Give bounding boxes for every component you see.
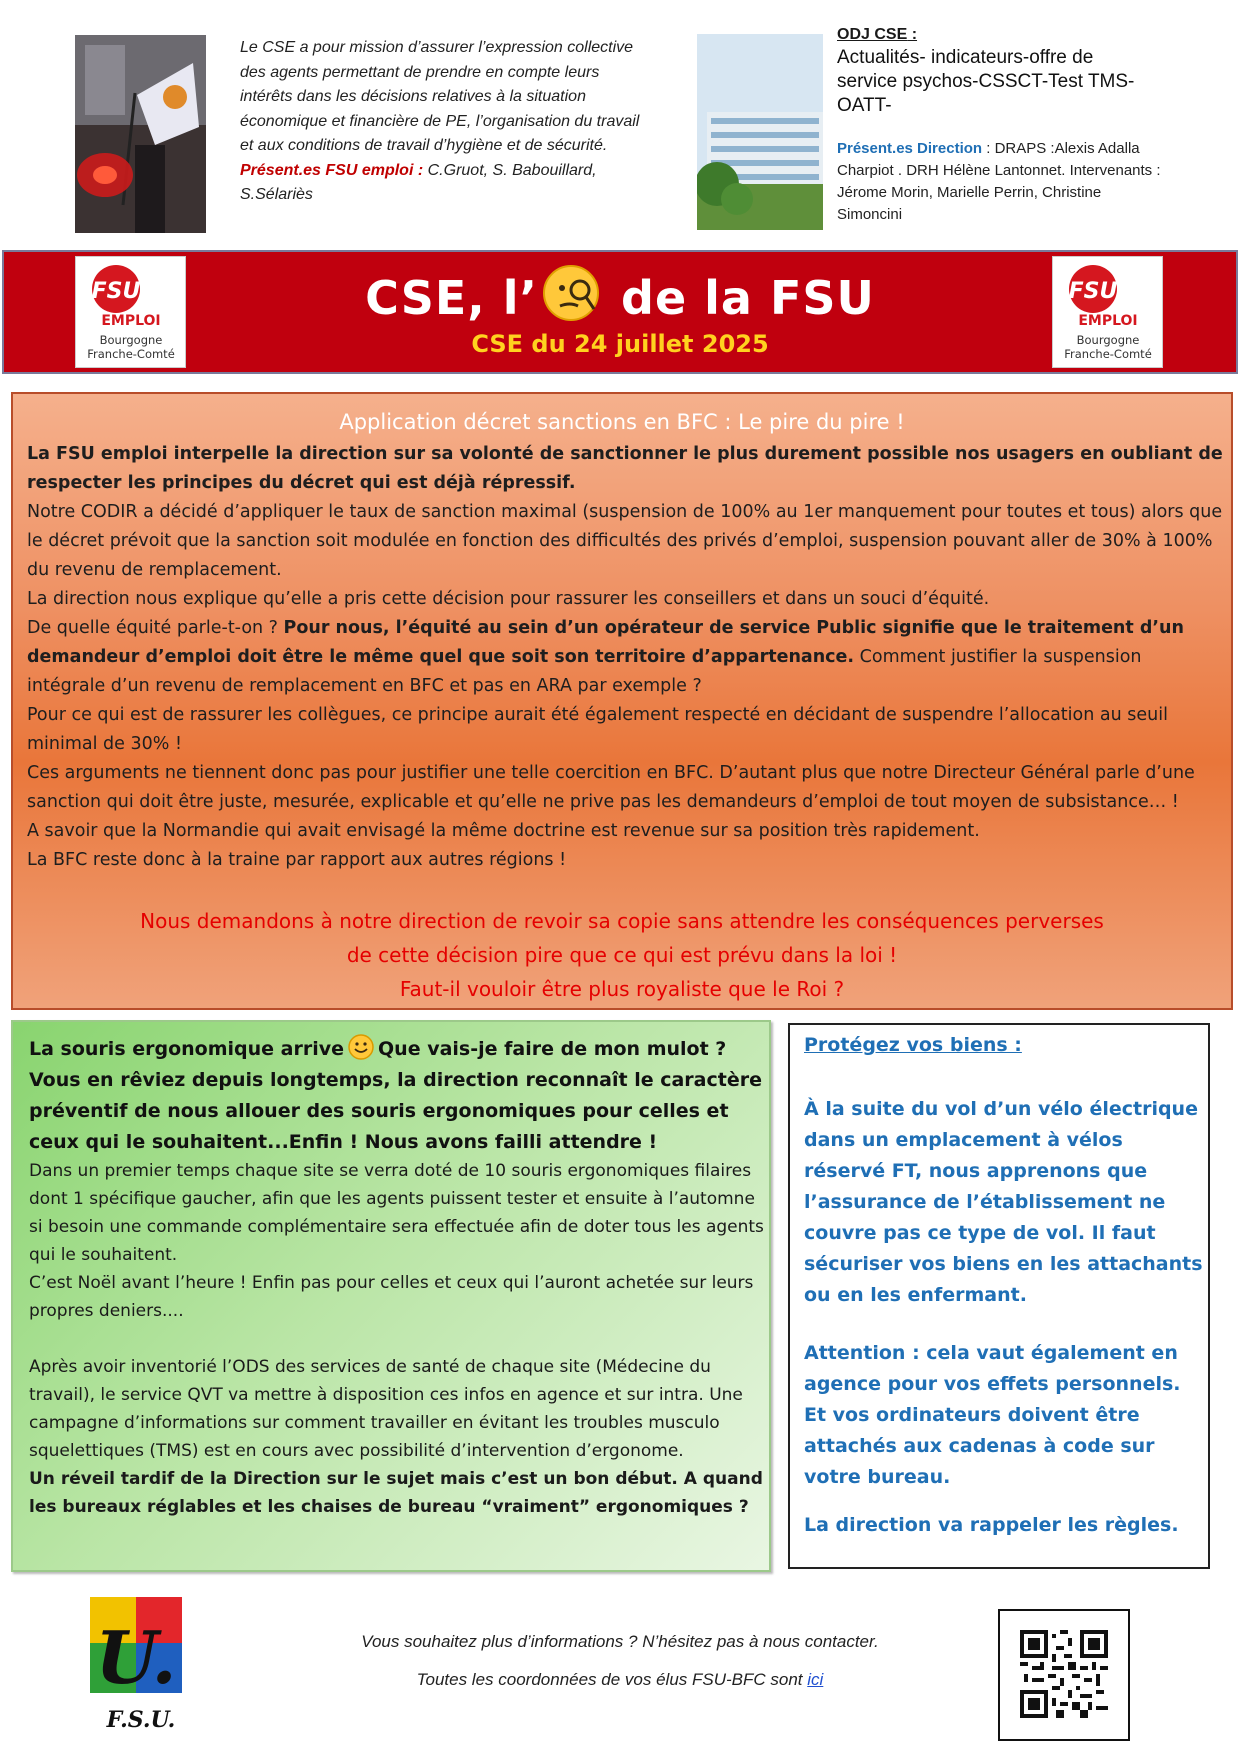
cse-mission-text: Le CSE a pour mission d’assurer l’expression collective des agents permettant de prendre en compte leurs intérêts dans les décisions relatives à la situation économique et financière de PE, l’organisation du travail et aux conditions de travail d’hygiène et de sécurité. Présent.es FSU emploi : C.Gruot, S. Babouillard, S.Sélariès [240,39,640,203]
direction-attendees: Présent.es Direction : DRAPS :Alexis Adalla Charpiot . DRH Hélène Lantonnet. Intervenants : Jérome Morin, Marielle Perrin, Christine Simoncini [837,140,1161,223]
cse-date: CSE du 24 juillet 2025 [471,330,769,358]
ergonomic-mouse-body [29,1157,764,1521]
qr-code[interactable] [1020,1630,1108,1718]
mouse-paragraph: Après avoir inventorié l’ODS des services de santé de chaque site (Médecine du travail), le service QVT va mettre à disposition ces infos en agence et sur intra. Une campagne d’informations sur comment travailler en évitant les troubles musculo squelettiques (TMS) est en cours avec possibilité d’intervention d’ergonome. [29,1357,743,1461]
sanctions-paragraph: Notre CODIR a décidé d’appliquer le taux de sanction maximal (suspension de 100% au 1er manquement pour toutes et tous) alors que le décret prévoit que la sanction soit modulée en fonction des difficultés des privés d’emploi, suspension pouvant aller de 30% à 100% du revenu de remplacement. [27,502,1223,580]
svg-text:FSU: FSU [91,279,141,304]
coordinates-link[interactable]: ici [807,1670,824,1689]
svg-text:Franche-Comté: Franche-Comté [1064,347,1152,361]
fsu-logo [86,1595,204,1735]
sanctions-body [27,440,1223,875]
sanctions-paragraph: A savoir que la Normandie qui avait envisagé la même doctrine est revenue sur sa position très rapidement. [27,821,980,841]
sanctions-paragraph: La FSU emploi interpelle la direction sur sa volonté de sanctionner le plus durement possible nos usagers en oubliant de respecter les principes du décret qui est déjà répressif. [27,444,1223,493]
mouse-paragraph: C’est Noël avant l’heure ! Enfin pas pour celles et ceux qui l’auront achetée sur leurs propres deniers.... [29,1273,754,1321]
odj-agenda-text: Actualités- indicateurs-offre de service psychos-CSSCT-Test TMS-OATT- [837,47,1135,116]
protect-paragraph-theft: À la suite du vol d’un vélo électrique dans un emplacement à vélos réservé FT, nous apprenons que l’assurance de l’établissement ne couvre pas ce type de vol. Il faut sécuriser vos biens en les attachants ou en les enfermant. [804,1098,1203,1306]
thinking-face-icon [542,264,600,322]
smiling-face-icon [348,1034,374,1060]
banner-title: CSE, l’ de la FSU [0,264,1240,325]
svg-text:Franche-Comté: Franche-Comté [87,347,175,361]
mouse-paragraph: Un réveil tardif de la Direction sur le sujet mais c’est un bon début. A quand les bureaux réglables et les chaises de bureau “vraiment” ergonomiques ? [29,1469,763,1517]
odj-title: ODJ CSE : [837,26,918,43]
present-fsu-names: C.Gruot, S. Babouillard, S.Sélariès [240,161,597,203]
sanctions-paragraph: La direction nous explique qu’elle a pris cette décision pour rassurer les conseillers et dans un souci d’équité. [27,589,990,609]
present-direction-label: Présent.es Direction [837,140,983,157]
present-fsu-label: Présent.es FSU emploi : [240,161,424,179]
footer-contact-text: Vous souhaitez plus d’informations ? N’hésitez pas à nous contacter. [361,1632,879,1651]
sanctions-paragraph: Ces arguments ne tiennent donc pas pour justifier une telle coercition en BFC. D’autant plus que notre Directeur Général parle d’une sanction qui doit être juste, mesurée, explicable et qu’elle ne prive pas les demandeurs d’emploi de tout moyen de subsistance… ! [27,763,1195,812]
svg-text:FSU: FSU [1068,279,1118,304]
protect-paragraph-rules: La direction va rappeler les règles. [804,1514,1179,1536]
protect-belongings-title: Protégez vos biens : [804,1034,1022,1056]
sanctions-paragraph: Pour ce qui est de rassurer les collègues, ce principe aurait été également respecté en décidant de suspendre l’allocation au seuil minimal de 30% ! [27,705,1168,754]
svg-text:Bourgogne: Bourgogne [99,333,163,347]
ergonomic-mouse-heading: La souris ergonomique arrive Que vais-je faire de mon mulot ? Vous en rêviez depuis longtemps, la direction reconnaît le caractère préventif de nous allouer des souris ergonomiques pour celles et ceux qui le souhaitent...Enfin ! Nous avons failli attendre ! [29,1034,764,1158]
mouse-paragraph: Dans un premier temps chaque site se verra doté de 10 souris ergonomiques filaires dont 1 spécifique gaucher, afin que les agents puissent tester et ensuite à l’automne si besoin une commande complémentaire sera effectuée afin de doter tous les agents qui le souhaitent. [29,1161,764,1265]
protest-photo [75,35,206,233]
svg-text:Bourgogne: Bourgogne [1076,333,1140,347]
building-photo [697,34,823,230]
svg-text:F.S.U.: F.S.U. [106,1707,176,1733]
sanctions-paragraph: De quelle équité parle-t-on ? Pour nous, l’équité au sein d’un opérateur de service Public signifie que le traitement d’un demandeur d’emploi doit être le même quel que soit son territoire d’appartenance. Comment justifier la suspension intégrale d’un revenu de remplacement en BFC et pas en ARA par exemple ? [27,618,1184,696]
svg-text:EMPLOI: EMPLOI [101,313,161,329]
sanctions-demand: Nous demandons à notre direction de revoir sa copie sans attendre les conséquences perverses de cette décision pire que ce qui est prévu dans la loi ! Faut-il vouloir être plus royaliste que le Roi ? [140,909,1104,1001]
svg-text:EMPLOI: EMPLOI [1078,313,1138,329]
footer-coordinates-text: Toutes les coordonnées de vos élus FSU-BFC sont ici [416,1670,824,1689]
sanctions-title: Application décret sanctions en BFC : Le pire du pire ! [339,410,905,434]
protect-paragraph-attention: Attention : cela vaut également en agence pour vos effets personnels. Et vos ordinateurs doivent être attachés aux cadenas à code sur votre bureau. [804,1342,1181,1488]
sanctions-paragraph: La BFC reste donc à la traine par rapport aux autres régions ! [27,850,567,870]
svg-text:U.: U. [95,1615,177,1700]
